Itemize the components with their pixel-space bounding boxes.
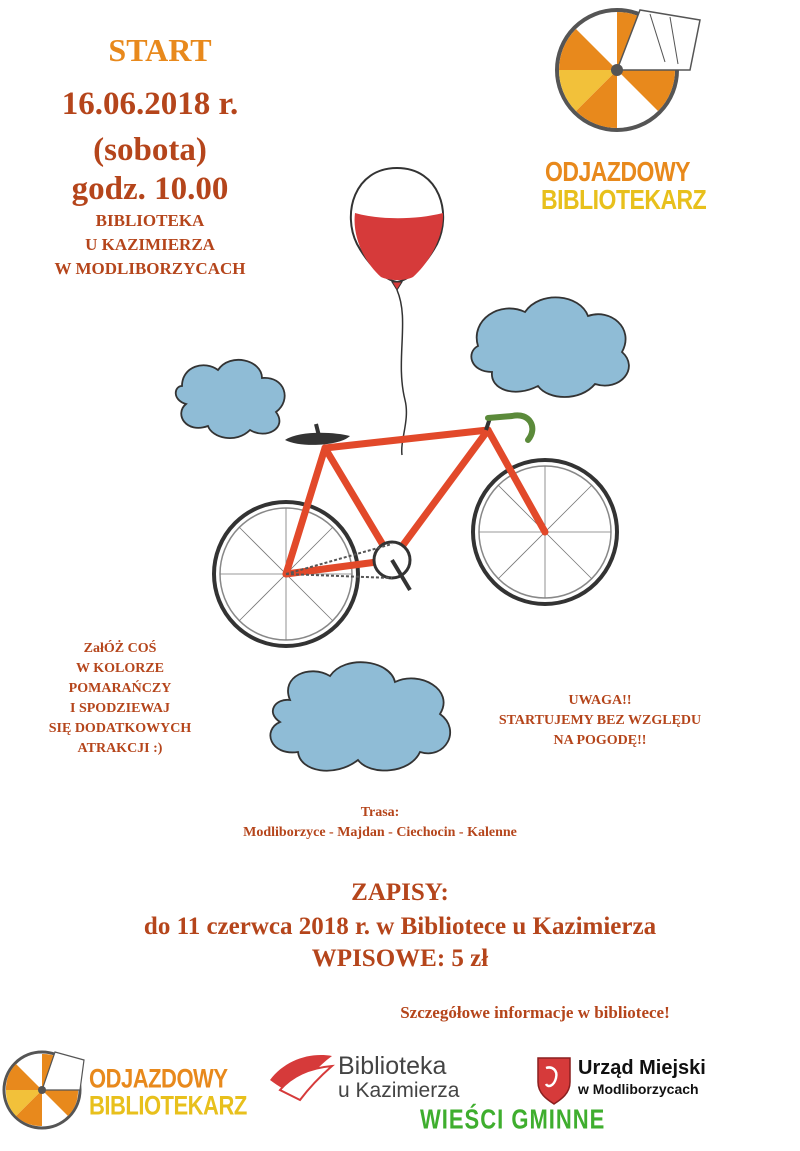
bicycle-wheel-logo-icon [557,10,700,130]
route-stops: Modliborzyce - Majdan - Ciechocin - Kalenne [243,825,517,840]
event-date: 16.06.2018 r. [61,86,239,122]
bicycle-wheel-logo-icon [4,1052,84,1128]
cloud-icon [471,297,629,397]
bicycle-icon [214,415,617,646]
registration-fee: WPISOWE: 5 zł [311,945,489,972]
event-place-line: W MODLIBORZYCACH [54,259,246,278]
route-label: Trasa: [360,805,400,820]
footer-logo-text-line1: ODJAZDOWY [89,1063,228,1094]
library-logo-line2: u Kazimierza [338,1079,460,1102]
balloon-icon [351,168,443,455]
municipal-logo-line1: Urząd Miejski [578,1057,706,1079]
warning-line: UWAGA!! [568,693,632,708]
details-note: Szczegółowe informacje w bibliotece! [400,1003,670,1022]
library-logo-icon [270,1055,332,1100]
orange-note-line: ATRAKCJI :) [77,741,163,756]
cloud-icon [176,360,285,438]
event-time: godz. 10.00 [71,171,229,207]
event-place-line: BIBLIOTEKA [95,211,205,230]
warning-line: NA POGODĘ!! [553,733,647,748]
registration-deadline: do 11 czerwca 2018 r. w Bibliotece u Kazimierza [143,913,657,940]
news-logo: WIEŚCI GMINNE [420,1103,606,1135]
orange-note-line: W KOLORZE [75,661,165,676]
warning-line: STARTUJEMY BEZ WZGLĘDU [498,713,702,728]
registration-title: ZAPISY: [351,879,449,906]
logo-text-line1: ODJAZDOWY [545,155,690,187]
orange-note-line: POMARAŃCZY [68,681,172,696]
coat-of-arms-icon [538,1058,570,1104]
orange-note-line: ZałÓŻ COŚ [83,641,157,656]
event-day: (sobota) [93,132,207,168]
library-logo-line1: Biblioteka [338,1052,447,1080]
orange-note-line: SIĘ DODATKOWYCH [48,721,192,736]
start-label: START [108,32,212,68]
municipal-logo-line2: w Modliborzycach [578,1081,699,1097]
orange-note-line: I SPODZIEWAJ [70,701,170,716]
footer-logo-text-line2: BIBLIOTEKARZ [89,1090,247,1121]
logo-text-line2: BIBLIOTEKARZ [541,183,707,215]
event-place-line: U KAZIMIERZA [85,235,215,254]
cloud-icon [270,662,450,771]
